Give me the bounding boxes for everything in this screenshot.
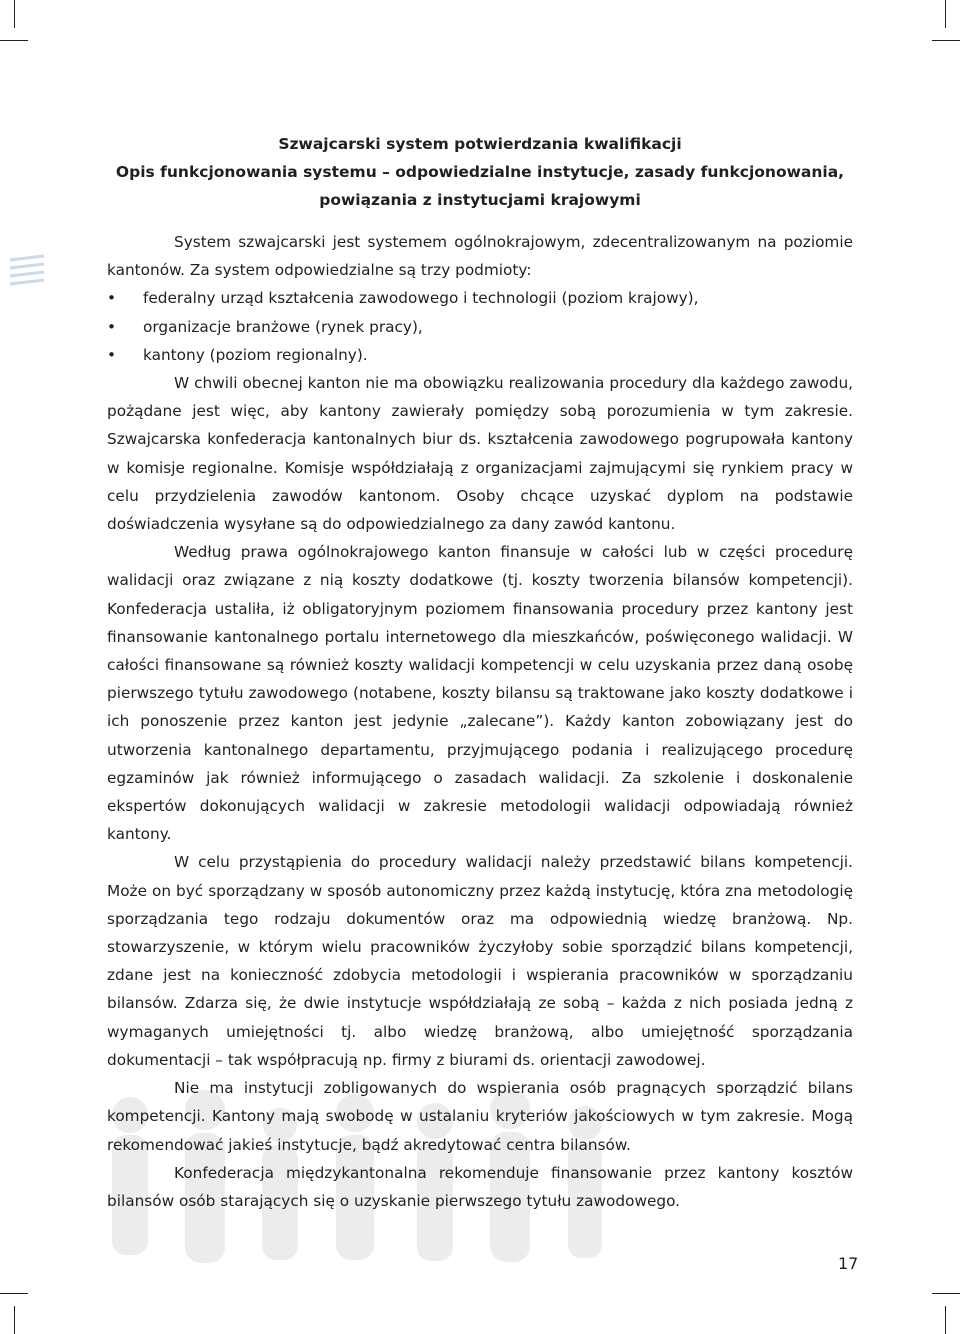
list-item: • federalny urząd kształcenia zawodowego i technologii (poziom krajowy), (107, 284, 853, 312)
list-item: • organizacje branżowe (rynek pracy), (107, 313, 853, 341)
crop-mark (932, 40, 960, 41)
body-paragraph: W chwili obecnej kanton nie ma obowiązku realizowania procedury dla każdego zawodu, pożądane jest więc, aby kantony zawierały pomiędzy sobą porozumienia w tym zakresie. Szwajcarska konfederacja kantonalnych biur ds. kształcenia zawodowego pogrupowała kantony w komisje regionalne. Komisje współdziałają z organizacjami zajmującymi się rynkiem pracy w celu przydzielenia zawodów kantonom. Osoby chcące uzyskać dyplom na podstawie doświadczenia wysyłane są do odpowiedzialnego za dany zawód kantonu. (107, 374, 853, 534)
body-paragraph: Nie ma instytucji zobligowanych do wspierania osób pragnących sporządzić bilans kompetencji. Kantony mają swobodę w ustalaniu kryteriów jakościowych w tym zakresie. Mogą rekomendować jakieś instytucje, bądź akredytować centra bilansów. (107, 1079, 853, 1154)
crop-mark (14, 1306, 15, 1334)
crop-mark (945, 1306, 946, 1334)
responsible-bodies-list (107, 284, 853, 369)
crop-mark (0, 1293, 28, 1294)
crop-mark (945, 0, 946, 28)
document-body (107, 130, 853, 1215)
decorative-stripes-icon (8, 250, 48, 290)
crop-mark (932, 1293, 960, 1294)
title-line-1: Szwajcarski system potwierdzania kwalifikacji (278, 135, 682, 153)
crop-mark (14, 0, 15, 28)
title-line-2: Opis funkcjonowania systemu – odpowiedzialne instytucje, zasady funkcjonowania, (115, 163, 845, 181)
body-paragraph: Według prawa ogólnokrajowego kanton finansuje w całości lub w części procedurę walidacji oraz związane z nią koszty dodatkowe (tj. koszty tworzenia bilansów kompetencji). Konfederacja ustaliła, iż obligatoryjnym poziomem finansowania procedury przez kantony jest finansowanie kantonalnego portalu internetowego dla mieszkańców, poświęconego walidacji. W całości finansowane są również koszty walidacji kompetencji w celu uzyskania przez daną osobę pierwszego tytułu zawodowego (notabene, koszty bilansu są traktowane jako koszty dodatkowe i ich ponoszenie przez kanton jest jedynie „zalecane”). Każdy kanton zobowiązany jest do utworzenia kantonalnego departamentu, przyjmującego podania i realizującego procedurę egzaminów jak również informującego o zasadach walidacji. Za szkolenie i doskonalenie ekspertów dokonujących walidacji w zakresie metodologii walidacji odpowiadają również kantony. (107, 543, 853, 844)
body-paragraph: Konfederacja międzykantonalna rekomenduje finansowanie przez kantony kosztów bilansów osób starających się o uzyskanie pierwszego tytułu zawodowego. (107, 1163, 853, 1210)
crop-mark (0, 40, 28, 41)
document-title-block (107, 130, 853, 214)
page-number: 17 (838, 1254, 859, 1273)
body-paragraph: W celu przystąpienia do procedury walidacji należy przedstawić bilans kompetencji. Może on być sporządzany w sposób autonomiczny przez każdą instytucję, która zna metodologię sporządzania tego rodzaju dokumentów oraz ma odpowiednią wiedzę branżową. Np. stowarzyszenie, w którym wielu pracowników życzyłoby sobie sporządzić bilans kompetencji, zdane jest na konieczność zdobycia metodologii i wspierania pracowników w sporządzaniu bilansów. Zdarza się, że dwie instytucje współdziałają ze sobą – każda z nich posiada jedną z wymaganych umiejętności tj. albo wiedzę branżową, albo umiejętność sporządzania dokumentacji – tak współpracują np. firmy z biurami ds. orientacji zawodowej. (107, 853, 853, 1069)
intro-paragraph: System szwajcarski jest systemem ogólnokrajowym, zdecentralizowanym na poziomie kantonów. Za system odpowiedzialne są trzy podmioty: (107, 233, 853, 280)
list-item: • kantony (poziom regionalny). (107, 341, 853, 369)
title-line-3: powiązania z instytucjami krajowymi (319, 191, 641, 209)
